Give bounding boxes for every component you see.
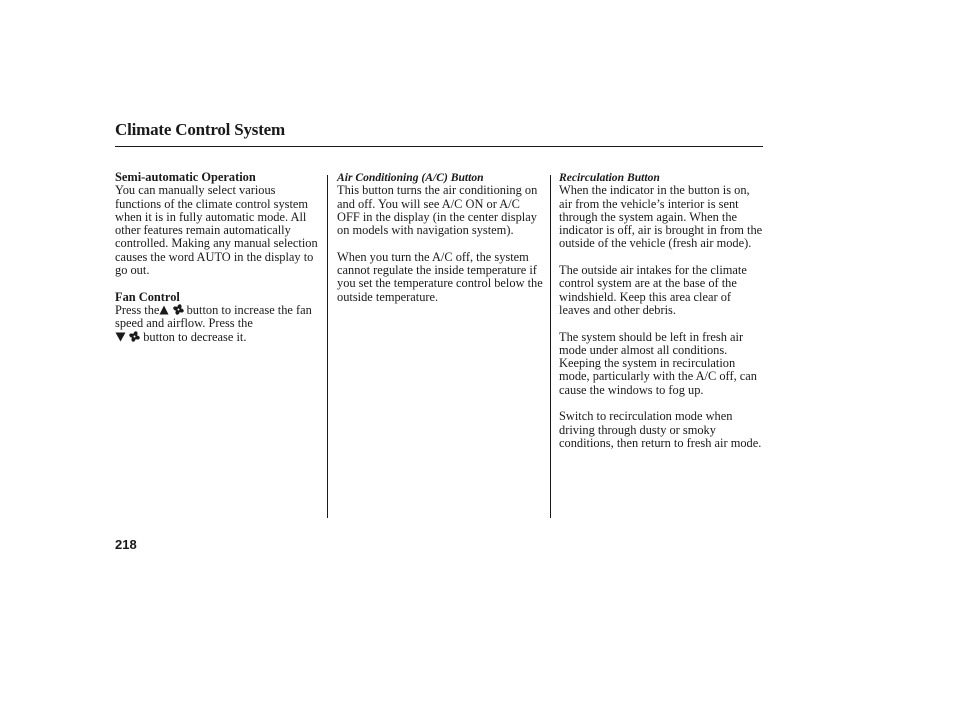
up-triangle-icon bbox=[159, 305, 169, 315]
recirculation-body-1: When the indicator in the button is on, air from the vehicle’s interior is sent through the system again. When the indicator is off, air is brought in from the outside of the vehicle (fresh air mode). bbox=[559, 183, 763, 251]
semi-automatic-heading: Semi-automatic Operation bbox=[115, 170, 256, 184]
semi-automatic-body: You can manually select various functions of the climate control system when it is in fully automatic mode. All other features remain automatically controlled. Making any manual selection causes the word AUTO in the display to go out. bbox=[115, 183, 318, 278]
recirculation-body-2: The outside air intakes for the climate control system are at the base of the windshield. Keep this area clear of leaves and other debris. bbox=[559, 263, 747, 317]
fan-icon bbox=[173, 304, 184, 315]
fan-line1-prefix: Press the bbox=[115, 302, 160, 317]
recirculation-heading: Recirculation Button bbox=[559, 171, 660, 184]
column-3 bbox=[559, 171, 765, 450]
fan-control-body bbox=[115, 304, 323, 344]
column-2 bbox=[337, 171, 545, 304]
fan-control-heading: Fan Control bbox=[115, 289, 180, 304]
fan-line2-suffix: button to decrease it. bbox=[140, 329, 247, 344]
column-divider-1 bbox=[327, 175, 328, 518]
ac-button-heading: Air Conditioning (A/C) Button bbox=[337, 171, 484, 184]
ac-button-body-2: When you turn the A/C off, the system cannot regulate the inside temperature if you set the temperature control below the outside temperature. bbox=[337, 249, 543, 304]
recirculation-body-3: The system should be left in fresh air mode under almost all conditions. Keeping the system in recirculation mode, particularly with the A/C off, can cause the windows to fog up. bbox=[559, 329, 757, 397]
column-divider-2 bbox=[550, 175, 551, 518]
title-divider bbox=[115, 146, 763, 147]
ac-button-body-1: This button turns the air conditioning on and off. You will see A/C ON or A/C OFF in the display (in the center display on models with navigation system). bbox=[337, 183, 538, 238]
recirculation-body-4: Switch to recirculation mode when driving through dusty or smoky conditions, then return to fresh air mode. bbox=[559, 409, 762, 450]
page-title: Climate Control System bbox=[115, 120, 285, 139]
column-1 bbox=[115, 171, 323, 344]
page-number: 218 bbox=[115, 537, 137, 552]
fan-icon bbox=[129, 331, 140, 342]
fan-line1-suffix: button to increase the fan speed and airflow. Press the bbox=[115, 302, 312, 331]
down-triangle-icon bbox=[115, 332, 126, 342]
